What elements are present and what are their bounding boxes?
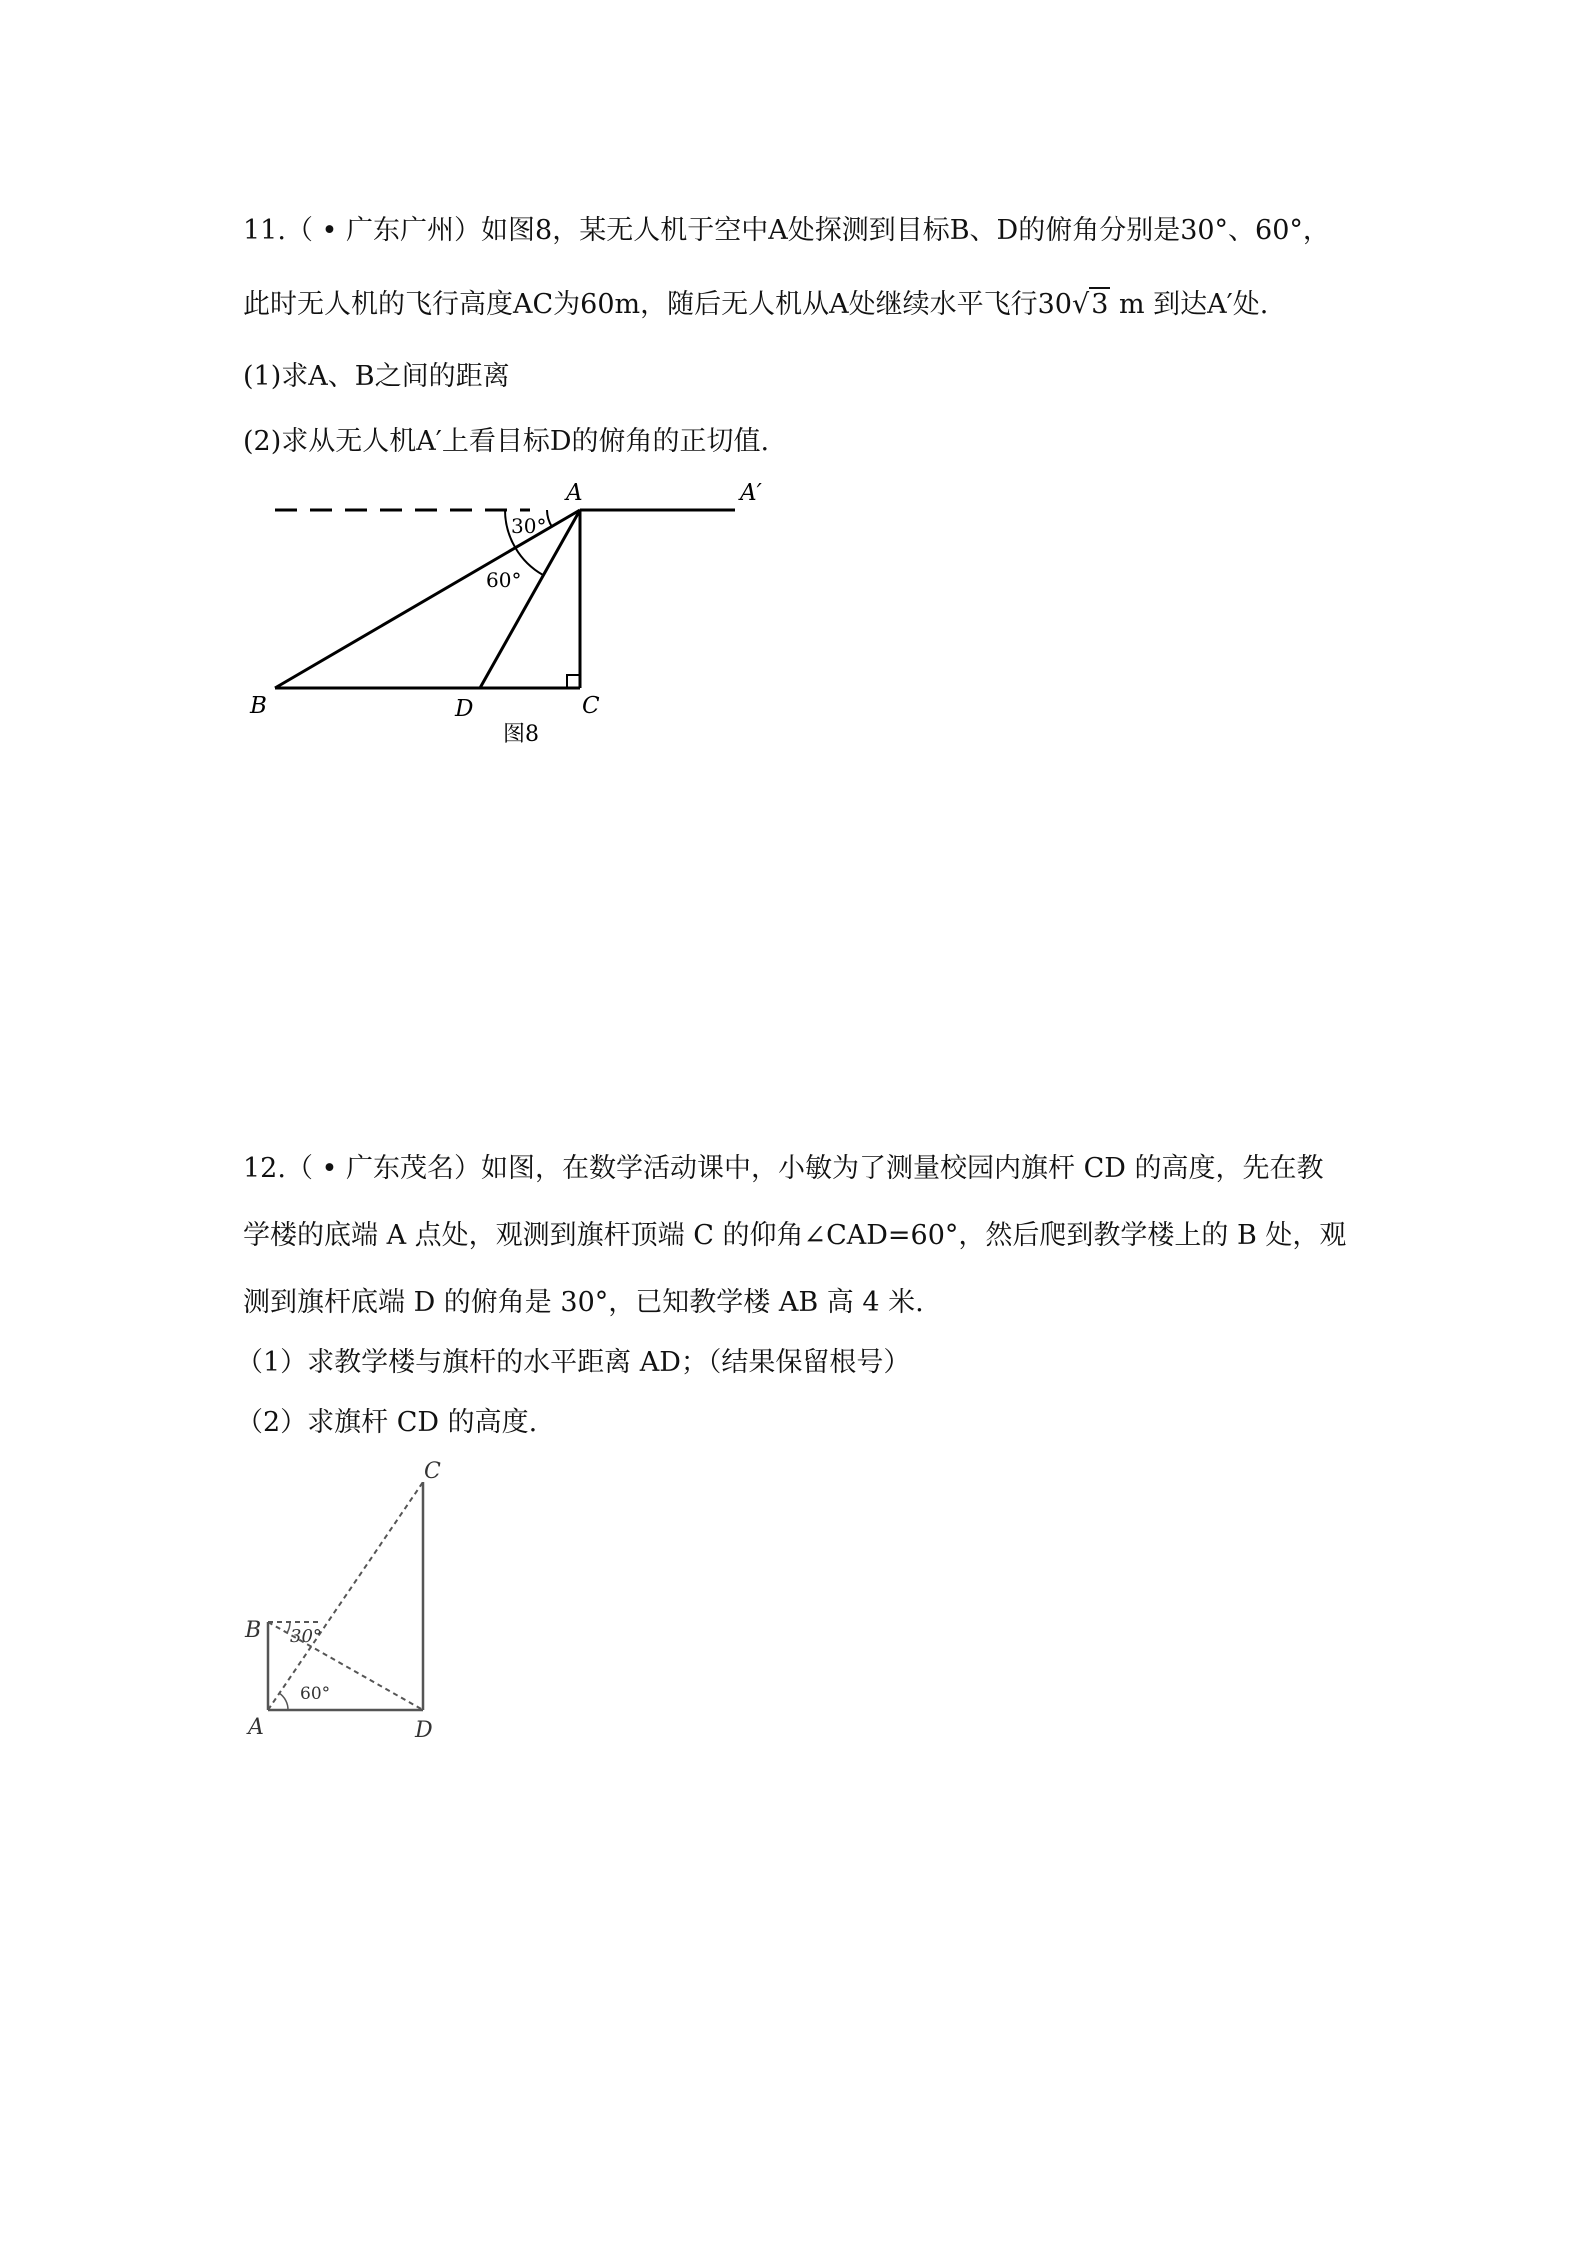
q11-part1: (1)求A、B之间的距离 (243, 361, 510, 392)
label-C: C (582, 693, 600, 719)
q11-line2-pre: 此时无人机的飞行高度AC为60m，随后无人机从A处继续水平飞行 (243, 289, 1038, 320)
label-B: B (245, 1618, 262, 1643)
q11-line2-rad: 3 (1091, 289, 1109, 320)
angle-60-label: 60° (300, 1684, 331, 1704)
q12-part1: （1）求教学楼与旗杆的水平距离 AD；（结果保留根号） (236, 1347, 911, 1378)
arc-60 (279, 1693, 288, 1710)
q12-line3: 测到旗杆底端 D 的俯角是 30°，已知教学楼 AB 高 4 米. (243, 1287, 924, 1318)
angle-30-label: 30° (511, 514, 547, 538)
right-angle-mark (567, 675, 580, 688)
label-D: D (455, 696, 474, 722)
figure-8-caption: 图8 (503, 722, 539, 747)
q11-line2-num: 30 (1037, 289, 1072, 320)
q11-line1: 11.（ • 广东广州）如图8，某无人机于空中A处探测到目标B、D的俯角分别是30°、60°， (243, 215, 1330, 246)
q11-line2-post: m 到达A′处. (1110, 289, 1269, 320)
q12-part2: （2）求旗杆 CD 的高度. (236, 1407, 538, 1438)
sqrt-icon: √3 (1071, 289, 1109, 320)
q11-part2: (2)求从无人机A′上看目标D的俯角的正切值. (243, 426, 770, 457)
angle-60-label: 60° (486, 568, 522, 592)
dashed-line-A-C (268, 1482, 423, 1710)
angle-30-label: 30° (290, 1626, 322, 1647)
figure-8 (275, 510, 735, 688)
label-B: B (250, 693, 267, 719)
label-A: A (248, 1715, 264, 1740)
figure-q12 (268, 1482, 423, 1710)
label-C: C (424, 1459, 441, 1484)
label-A-prime: A′ (740, 480, 762, 506)
arc-30 (547, 510, 552, 527)
label-A: A (566, 480, 583, 506)
label-D: D (415, 1718, 433, 1743)
q12-line1: 12.（ • 广东茂名）如图，在数学活动课中，小敏为了测量校园内旗杆 CD 的高度，先在教 (243, 1153, 1324, 1184)
q12-line2: 学楼的底端 A 点处，观测到旗杆顶端 C 的仰角∠CAD=60°，然后爬到教学楼上的 B 处，观 (243, 1220, 1347, 1251)
